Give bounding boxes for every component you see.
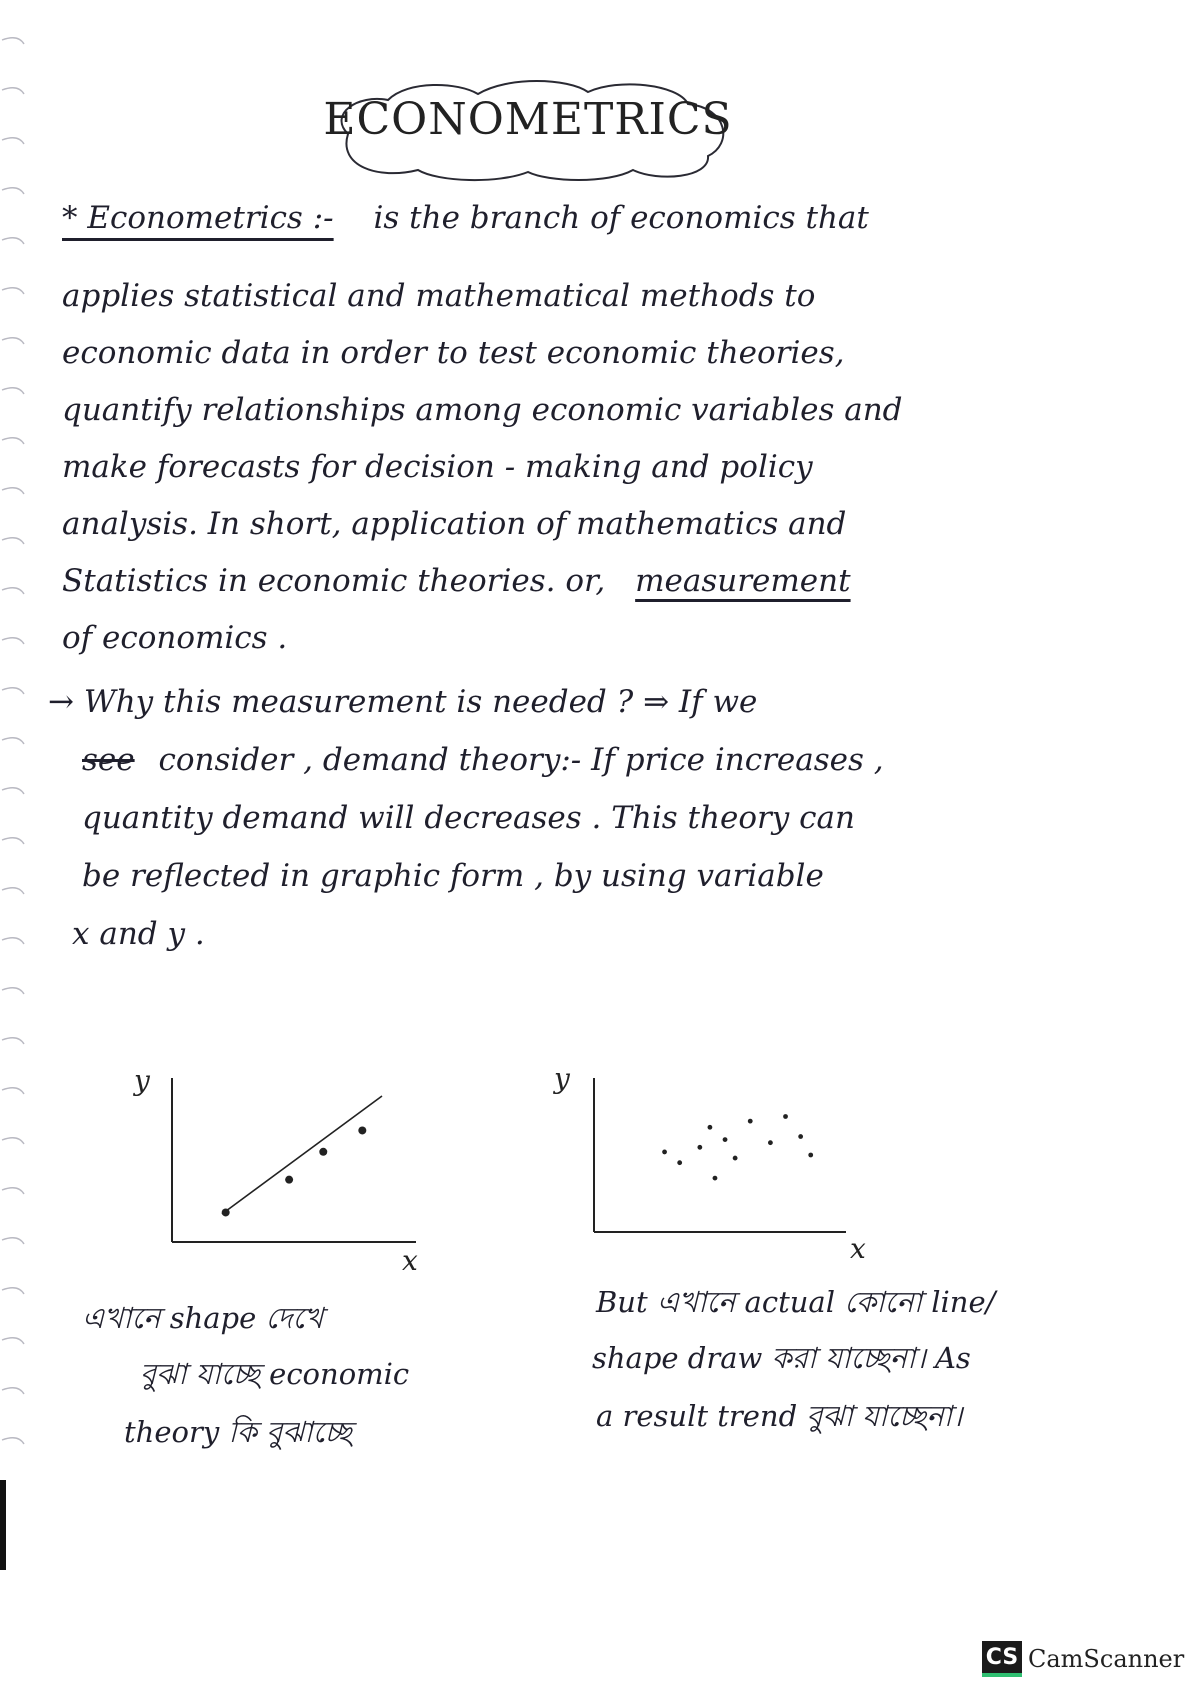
camscanner-name: CamScanner [1028, 1645, 1185, 1673]
scatter-graph [540, 1060, 880, 1280]
right-graph-x-label: x [850, 1232, 866, 1265]
question-line-1: → Why this measurement is needed ? ⇒ If we [48, 684, 758, 720]
right-graph-point-4 [713, 1176, 718, 1181]
definition-line-5: make forecasts for decision - making and policy [62, 449, 813, 485]
measurement-phrase: measurement [635, 563, 851, 599]
right-graph-point-12 [708, 1125, 713, 1130]
right-graph-points [662, 1114, 813, 1180]
right-caption-line-2: shape draw করা যাচ্ছেনা। As [592, 1341, 971, 1375]
question-line-5: x and y . [72, 916, 205, 952]
definition-line-2: applies statistical and mathematical methods to [62, 278, 816, 314]
right-graph-point-1 [662, 1150, 667, 1155]
left-graph-point-1 [222, 1208, 230, 1216]
definition-line-1 [62, 200, 1172, 236]
definition-text: is the branch of economics that [373, 200, 869, 236]
camscanner-logo-icon: CS [982, 1641, 1022, 1677]
definition-line-8: of economics . [62, 620, 288, 656]
right-graph-point-7 [748, 1119, 753, 1124]
right-caption-line-3: a result trend বুঝা যাচ্ছেনা। [596, 1399, 963, 1433]
definition-line-7-text: Statistics in economic theories. or, [62, 563, 606, 599]
definition-line-6: analysis. In short, application of mathematics and [62, 506, 847, 542]
question-line-2-text: consider , demand theory:- If price increases , [158, 742, 884, 778]
right-graph-point-8 [768, 1140, 773, 1145]
definition-line-7 [62, 563, 1172, 599]
struck-word: see [82, 742, 135, 778]
right-graph-point-9 [783, 1114, 788, 1119]
left-caption-line-3: theory কি বুঝাচ্ছে [124, 1415, 352, 1449]
right-graph-point-5 [723, 1137, 728, 1142]
question-line-3: quantity demand will decreases . This theory can [82, 800, 855, 836]
right-graph-point-2 [677, 1160, 682, 1165]
left-caption-line-2: বুঝা যাচ্ছে economic [140, 1357, 410, 1391]
question-line-4: be reflected in graphic form , by using variable [82, 858, 824, 894]
left-caption-line-1: এখানে shape দেখে [82, 1301, 324, 1335]
camscanner-watermark [982, 1638, 1184, 1680]
left-graph-y-label: y [134, 1064, 150, 1097]
notebook-binding [0, 0, 30, 1698]
page-title: ECONOMETRICS [323, 94, 733, 145]
left-graph-point-3 [319, 1148, 327, 1156]
left-graph-x-label: x [402, 1244, 418, 1277]
left-graph-trend-line [222, 1096, 382, 1214]
left-graph-point-4 [358, 1126, 366, 1134]
right-graph-y-label: y [554, 1062, 570, 1095]
question-line-2 [82, 742, 1192, 778]
right-caption-line-1: But এখানে actual কোনো line/ [596, 1285, 996, 1319]
left-graph-point-2 [285, 1176, 293, 1184]
right-graph-point-6 [733, 1156, 738, 1161]
right-graph-point-10 [798, 1134, 803, 1139]
right-graph-point-11 [808, 1153, 813, 1158]
linear-relation-graph [120, 1060, 440, 1280]
definition-term: * Econometrics :- [62, 200, 334, 236]
left-graph-points [222, 1126, 367, 1216]
right-graph-point-3 [697, 1145, 702, 1150]
definition-line-3: economic data in order to test economic theories, [62, 335, 845, 371]
definition-line-4: quantify relationships among economic variables and [62, 392, 903, 428]
